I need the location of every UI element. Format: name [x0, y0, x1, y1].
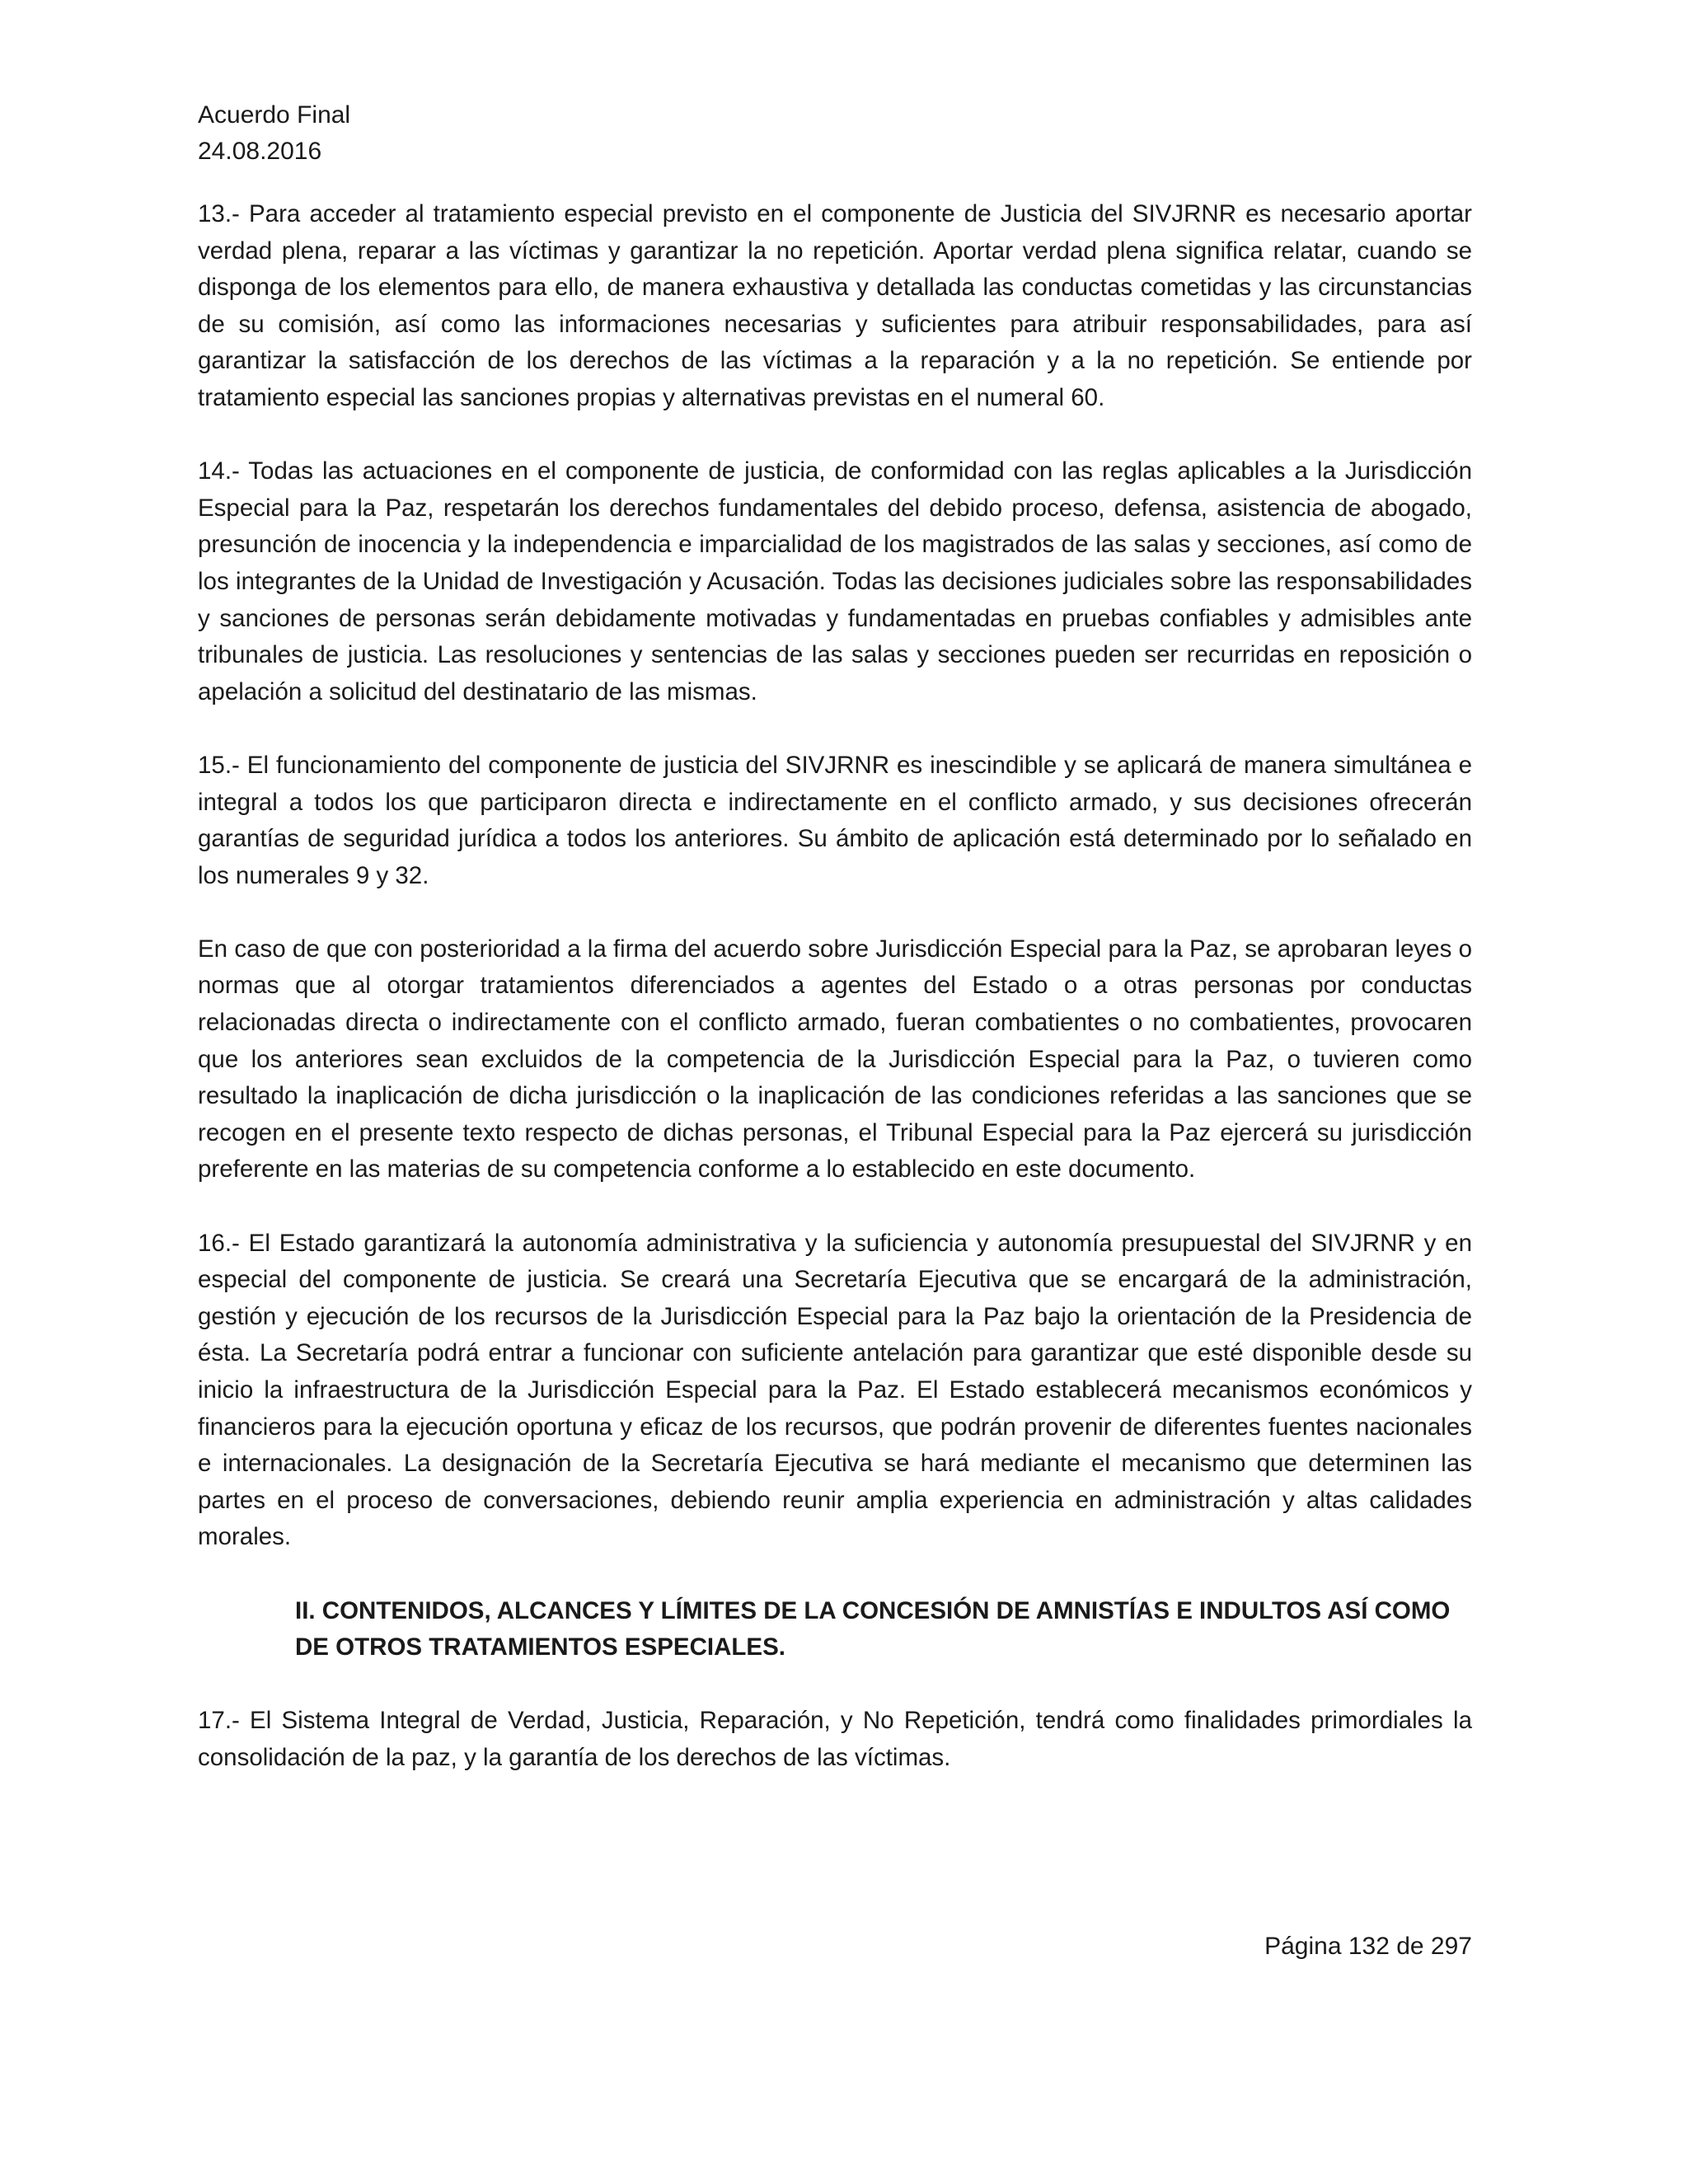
document-body	[198, 196, 1472, 1813]
document-title: Acuerdo Final	[198, 101, 351, 129]
paragraph-15-continued: En caso de que con posterioridad a la firma del acuerdo sobre Jurisdicción Especial para la Paz, se aprobaran leyes o normas que al otorgar tratamientos diferenciados a agentes del Estado o a otras personas por conductas relacionadas directa o indirectamente con el conflicto armado, fueran combatientes o no combatientes, provocaren que los anteriores sean excluidos de la competencia de la Jurisdicción Especial para la Paz, o tuvieren como resultado la inaplicación de dicha jurisdicción o la inaplicación de las condiciones referidas a las sanciones que se recogen en el presente texto respecto de dichas personas, el Tribunal Especial para la Paz ejercerá su jurisdicción preferente en las materias de su competencia conforme a lo establecido en este documento.	[198, 935, 1472, 1183]
document-date: 24.08.2016	[198, 138, 322, 165]
paragraph-14: 14.- Todas las actuaciones en el componente de justicia, de conformidad con las reglas aplicables a la Jurisdicción Especial para la Paz, respetarán los derechos fundamentales del debido proceso, defensa, asistencia de abogado, presunción de inocencia y la independencia e imparcialidad de los magistrados de las salas y secciones, así como de los integrantes de la Unidad de Investigación y Acusación. Todas las decisiones judiciales sobre las responsabilidades y sanciones de personas serán debidamente motivadas y fundamentadas en pruebas confiables y admisibles ante tribunales de justicia. Las resoluciones y sentencias de las salas y secciones pueden ser recurridas en reposición o apelación a solicitud del destinatario de las mismas.	[198, 457, 1472, 705]
paragraph-16: 16.- El Estado garantizará la autonomía administrativa y la suficiencia y autonomía presupuestal del SIVJRNR y en especial del componente de justicia. Se creará una Secretaría Ejecutiva que se encargará de la administración, gestión y ejecución de los recursos de la Jurisdicción Especial para la Paz bajo la orientación de la Presidencia de ésta. La Secretaría podrá entrar a funcionar con suficiente antelación para garantizar que esté disponible desde su inicio la infraestructura de la Jurisdicción Especial para la Paz. El Estado establecerá mecanismos económicos y financieros para la ejecución oportuna y eficaz de los recursos, que podrán provenir de diferentes fuentes nacionales e internacionales. La designación de la Secretaría Ejecutiva se hará mediante el mecanismo que determinen las partes en el proceso de conversaciones, debiendo reunir amplia experiencia en administración y altas calidades morales.	[198, 1229, 1472, 1551]
paragraph-15: 15.- El funcionamiento del componente de justicia del SIVJRNR es inescindible y se aplicará de manera simultánea e integral a todos los que participaron directa e indirectamente en el conflicto armado, y sus decisiones ofrecerán garantías de seguridad jurídica a todos los anteriores. Su ámbito de aplicación está determinado por lo señalado en los numerales 9 y 32.	[198, 751, 1472, 889]
page-number: Página 132 de 297	[1264, 1933, 1472, 1960]
document-header	[198, 97, 350, 170]
paragraph-13: 13.- Para acceder al tratamiento especial previsto en el componente de Justicia del SIVJRNR es necesario aportar verdad plena, reparar a las víctimas y garantizar la no repetición. Aportar verdad plena significa relatar, cuando se disponga de los elementos para ello, de manera exhaustiva y detallada las conductas cometidas y las circunstancias de su comisión, así como las informaciones necesarias y suficientes para atribuir responsabilidades, para así garantizar la satisfacción de los derechos de las víctimas a la reparación y a la no repetición. Se entiende por tratamiento especial las sanciones propias y alternativas previstas en el numeral 60.	[198, 200, 1472, 411]
section-heading: II. CONTENIDOS, ALCANCES Y LÍMITES DE LA CONCESIÓN DE AMNISTÍAS E INDULTOS ASÍ COMO DE OTROS TRATAMIENTOS ESPECIALES.	[295, 1596, 1451, 1661]
paragraph-17: 17.- El Sistema Integral de Verdad, Justicia, Reparación, y No Repetición, tendrá como finalidades primordiales la consolidación de la paz, y la garantía de los derechos de las víctimas.	[198, 1707, 1472, 1771]
